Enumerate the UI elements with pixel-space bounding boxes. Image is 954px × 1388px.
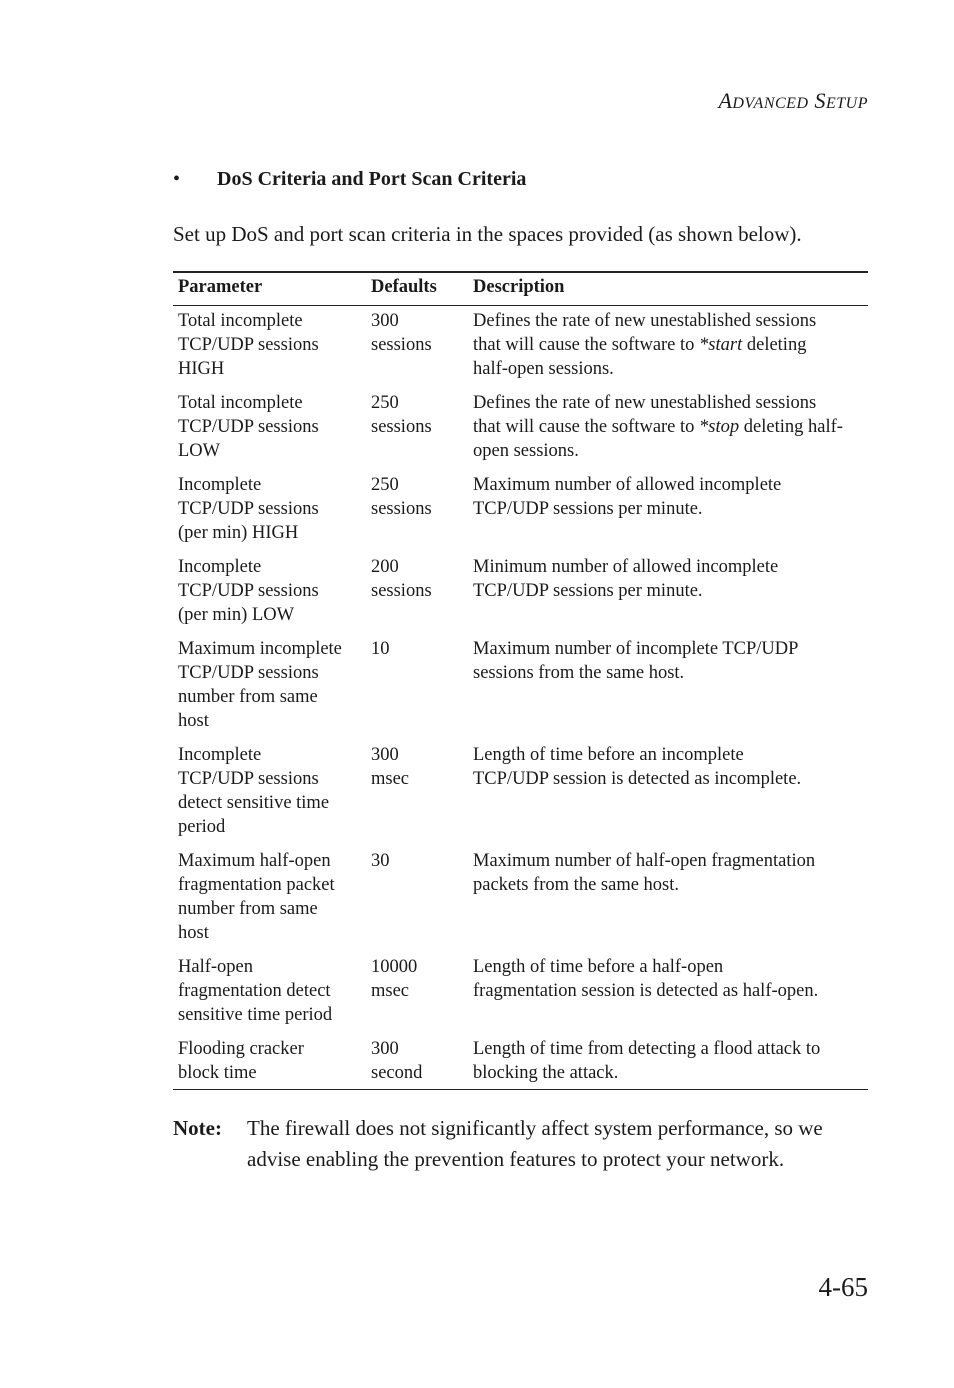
defaults-line: msec [371,981,410,1001]
parameter-line: Maximum incomplete [178,639,342,659]
description-text: TCP/UDP sessions per minute. [473,499,703,519]
defaults-line: sessions [371,581,432,601]
defaults-cell [366,1033,468,1090]
parameter-line: Half-open [178,957,253,977]
page-number: 4-65 [818,1272,868,1302]
parameter-line: fragmentation packet [178,875,335,895]
defaults-line: sessions [371,417,432,437]
defaults-line: 10000 [371,957,418,977]
description-line [473,357,863,381]
parameter-line: Total incomplete [178,393,303,413]
description-text: deleting half- [739,417,843,437]
description-line [473,955,863,979]
description-line [473,439,863,463]
description-text: fragmentation session is detected as half-open. [473,981,819,1001]
description-cell [468,951,868,1033]
table-header-row [173,272,868,306]
parameter-line: Maximum half-open [178,851,331,871]
description-text: packets from the same host. [473,875,680,895]
description-line [473,333,863,357]
parameter-line: Flooding cracker [178,1039,304,1059]
description-text: Minimum number of allowed incomplete [473,557,779,577]
description-text: Maximum number of half-open fragmentation [473,851,816,871]
description-line [473,873,863,897]
description-cell [468,739,868,845]
description-cell [468,633,868,739]
description-line [473,849,863,873]
description-cell [468,845,868,951]
defaults-line: 300 [371,745,399,765]
parameter-cell [173,951,366,1033]
table-row [173,633,868,739]
description-line [473,979,863,1003]
description-text: Defines the rate of new unestablished sessions [473,393,817,413]
description-line [473,1061,863,1085]
description-text: TCP/UDP session is detected as incomplete. [473,769,802,789]
table-row [173,951,868,1033]
parameter-line: TCP/UDP sessions [178,663,319,683]
bullet: • [173,168,181,190]
parameter-line: host [178,711,209,731]
header-defaults: Defaults [366,272,468,306]
parameter-cell [173,306,366,388]
table-row [173,387,868,469]
parameter-line: TCP/UDP sessions [178,335,319,355]
description-cell [468,387,868,469]
parameter-line: (per min) HIGH [178,523,299,543]
emphasis: *start [699,335,743,355]
description-text: TCP/UDP sessions per minute. [473,581,703,601]
parameter-cell [173,845,366,951]
parameter-cell [173,1033,366,1090]
table-row [173,739,868,845]
parameter-line: (per min) LOW [178,605,295,625]
defaults-cell [366,551,468,633]
description-line [473,309,863,333]
parameter-line: host [178,923,209,943]
defaults-cell [366,306,468,388]
parameter-line: TCP/UDP sessions [178,417,319,437]
defaults-line: 300 [371,311,399,331]
description-cell [468,1033,868,1090]
header-initial: S [814,88,826,113]
defaults-line: 10 [371,639,390,659]
description-text: Maximum number of allowed incomplete [473,475,782,495]
parameter-line: sensitive time period [178,1005,333,1025]
header-text: DVANCED [732,95,809,112]
parameter-line: Incomplete [178,557,262,577]
description-cell [468,306,868,388]
description-line [473,579,863,603]
description-line [473,661,863,685]
parameter-line: fragmentation detect [178,981,331,1001]
header-text: ETUP [826,95,868,112]
parameter-cell [173,469,366,551]
table-row [173,306,868,388]
description-line [473,473,863,497]
parameter-line: LOW [178,441,221,461]
description-line [473,637,863,661]
emphasis: *stop [699,417,740,437]
description-text: sessions from the same host. [473,663,685,683]
description-text: deleting [742,335,807,355]
parameter-cell [173,633,366,739]
parameter-line: period [178,817,226,837]
defaults-cell [366,845,468,951]
defaults-line: 200 [371,557,399,577]
parameter-line: Total incomplete [178,311,303,331]
description-line [473,497,863,521]
description-text: open sessions. [473,441,579,461]
note-text: The firewall does not significantly affect system performance, so we advise enabling the prevention features to protect your network. [247,1116,823,1171]
description-line [473,743,863,767]
defaults-cell [366,469,468,551]
defaults-cell [366,951,468,1033]
table-row [173,551,868,633]
parameter-line: Incomplete [178,475,262,495]
description-line [473,1037,863,1061]
parameter-line: TCP/UDP sessions [178,499,319,519]
defaults-line: 250 [371,475,399,495]
header-description: Description [468,272,868,306]
defaults-line: second [371,1063,423,1083]
description-cell [468,469,868,551]
header-parameter: Parameter [173,272,366,306]
defaults-line: 30 [371,851,390,871]
description-text: Maximum number of incomplete TCP/UDP [473,639,799,659]
header-initial: A [718,88,733,113]
running-header [718,88,868,114]
defaults-cell [366,387,468,469]
defaults-cell [366,739,468,845]
section-title: DoS Criteria and Port Scan Criteria [217,168,527,190]
defaults-cell [366,633,468,739]
description-line [473,555,863,579]
table-row [173,845,868,951]
parameter-line: block time [178,1063,257,1083]
description-text: Length of time before a half-open [473,957,724,977]
parameter-line: detect sensitive time [178,793,330,813]
parameter-line: TCP/UDP sessions [178,769,319,789]
criteria-table [173,271,868,1090]
description-text: that will cause the software to [473,417,700,437]
description-line [473,767,863,791]
defaults-line: 300 [371,1039,399,1059]
parameter-cell [173,551,366,633]
table-row [173,1033,868,1090]
description-cell [468,551,868,633]
defaults-line: msec [371,769,410,789]
description-text: Defines the rate of new unestablished sessions [473,311,817,331]
defaults-line: sessions [371,499,432,519]
description-line [473,415,863,439]
parameter-cell [173,387,366,469]
note-label: Note: [173,1116,222,1140]
defaults-line: sessions [371,335,432,355]
intro-paragraph: Set up DoS and port scan criteria in the spaces provided (as shown below). [173,222,802,246]
defaults-line: 250 [371,393,399,413]
parameter-line: Incomplete [178,745,262,765]
description-text: Length of time from detecting a flood attack to [473,1039,821,1059]
parameter-line: number from same [178,899,318,919]
parameter-line: HIGH [178,359,225,379]
table-row [173,469,868,551]
parameter-line: number from same [178,687,318,707]
description-line [473,391,863,415]
description-text: half-open sessions. [473,359,614,379]
description-text: blocking the attack. [473,1063,619,1083]
description-text: Length of time before an incomplete [473,745,744,765]
parameter-line: TCP/UDP sessions [178,581,319,601]
parameter-cell [173,739,366,845]
description-text: that will cause the software to [473,335,700,355]
